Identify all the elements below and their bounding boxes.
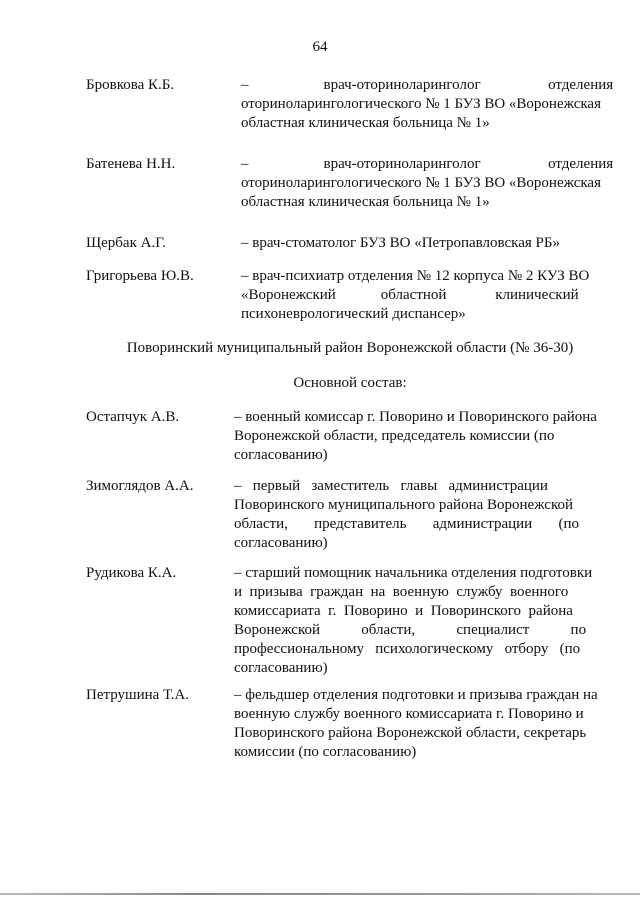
person-role: – первый заместитель главы администрации Поворинского муниципального района Воронежской области, представитель администрации (по согласованию) (234, 478, 579, 551)
section-heading: Основной состав: (293, 375, 407, 391)
person-role: – врач-психиатр отделения № 12 корпуса № 2 КУЗ ВО «Воронежский областной клинический психоневрологический диспансер» (241, 268, 590, 322)
person-name: Бровкова К.Б. (86, 77, 175, 93)
person-name: Зимоглядов А.А. (86, 478, 194, 494)
person-role: – старший помощник начальника отделения подготовки и призыва граждан на военную службу военного комиссариата г. Поворино и Поворинского района Воронежской области, специалист по профессиональному психологическому отбору (по согласованию) (234, 565, 593, 676)
person-name: Щербак А.Г. (86, 235, 166, 251)
person-role: – врач-оториноларинголог отделения оториноларингологического № 1 БУЗ ВО «Воронежская областная клиническая больница № 1» (241, 77, 614, 131)
district-heading: Поворинский муниципальный район Воронежской области (№ 36-30) (126, 340, 574, 356)
person-name: Григорьева Ю.В. (86, 268, 194, 284)
person-role: – врач-стоматолог БУЗ ВО «Петропавловская РБ» (241, 235, 560, 251)
page-number: 64 (312, 39, 328, 55)
person-name: Рудикова К.А. (86, 565, 177, 581)
person-name: Батенева Н.Н. (86, 156, 176, 172)
person-name: Петрушина Т.А. (86, 687, 190, 703)
person-role: – военный комиссар г. Поворино и Поворинского района Воронежской области, председатель комиссии (по согласованию) (234, 409, 597, 463)
person-name: Остапчук А.В. (86, 409, 180, 425)
person-role: – фельдшер отделения подготовки и призыва граждан на военную службу военного комиссариата г. Поворино и Поворинского района Воронежской области, секретарь комиссии (по согласованию) (234, 687, 598, 760)
page-bottom-edge (0, 893, 640, 895)
person-role: – врач-оториноларинголог отделения оториноларингологического № 1 БУЗ ВО «Воронежская областная клиническая больница № 1» (241, 156, 614, 210)
